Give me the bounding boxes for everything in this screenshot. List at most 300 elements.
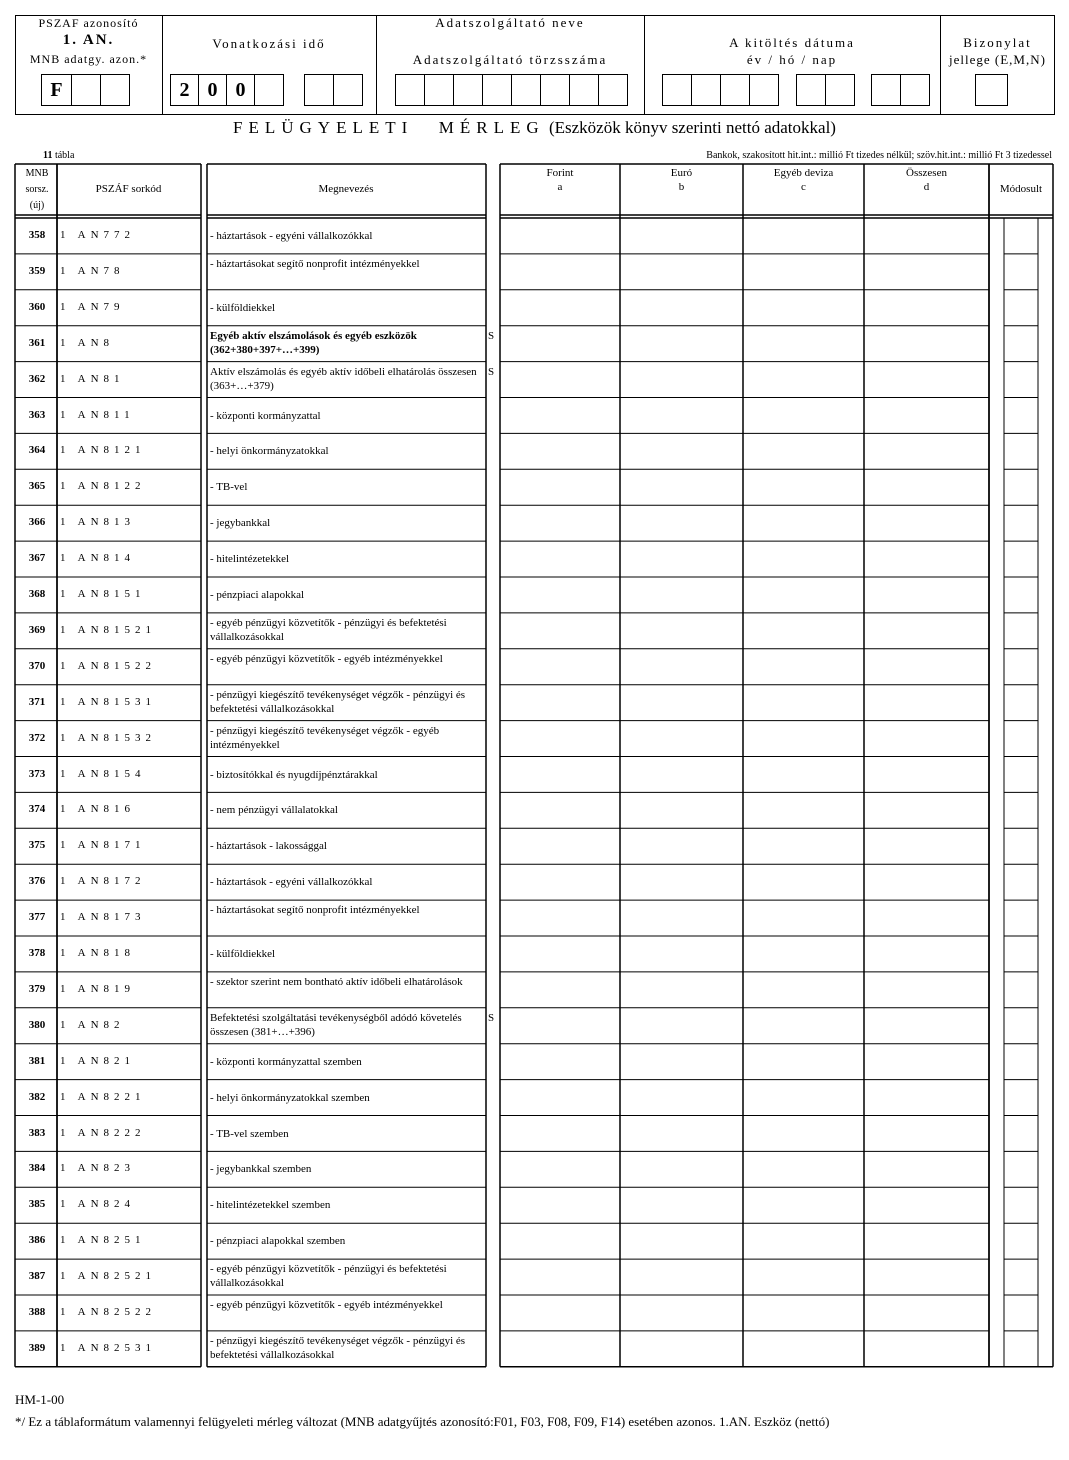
- row-label: - pénzügyi kiegészítő tevékenységet végzők - pénzügyi és befektetési vállalkozásokkal: [210, 688, 466, 715]
- row-code: 1 AN819: [60, 982, 136, 995]
- euro-cell[interactable]: [621, 793, 742, 827]
- euro-cell[interactable]: [621, 650, 742, 684]
- form-id: 1. AN.: [62, 32, 115, 48]
- other-currency-cell[interactable]: [744, 1224, 863, 1258]
- forint-cell[interactable]: [501, 973, 619, 1007]
- row-code: 1 AN8172: [60, 875, 146, 888]
- euro-cell[interactable]: [621, 363, 742, 397]
- row-code: 1 AN8222: [60, 1126, 146, 1139]
- row-label: Egyéb aktív elszámolások és egyéb eszközök (362+380+397+…+399): [210, 329, 417, 356]
- modified-cell[interactable]: [1005, 973, 1037, 1007]
- row-label: - nem pénzügyi vállalatokkal: [210, 804, 338, 817]
- row-number: 375: [28, 839, 46, 852]
- total-cell[interactable]: [865, 758, 988, 792]
- forint-cell[interactable]: [501, 578, 619, 612]
- provider-name-label: Adatszolgáltató neve: [435, 15, 585, 30]
- forint-cell[interactable]: [501, 542, 619, 576]
- euro-cell[interactable]: [621, 973, 742, 1007]
- col-forint-letter: a: [557, 181, 563, 193]
- other-currency-cell[interactable]: [744, 901, 863, 935]
- row-label: - egyéb pénzügyi közvetítők - egyéb intézményekkel: [210, 1299, 443, 1311]
- forint-cell[interactable]: [501, 291, 619, 325]
- forint-cell[interactable]: [501, 901, 619, 935]
- modified-cell[interactable]: [1005, 901, 1037, 935]
- modified-cell[interactable]: [1005, 793, 1037, 827]
- col-euro-header: [620, 166, 743, 194]
- row-label: - hitelintézetekkel: [210, 553, 290, 566]
- col-forint-header: [500, 166, 620, 194]
- total-cell[interactable]: [865, 542, 988, 576]
- row-code: 1 AN81531: [60, 695, 157, 708]
- row-number: 385: [28, 1198, 46, 1211]
- forint-cell[interactable]: [501, 434, 619, 468]
- row-code: 1 AN8: [60, 336, 115, 349]
- row-code: 1 AN772: [60, 229, 136, 241]
- total-cell[interactable]: [865, 829, 988, 863]
- pszaf-label: PSZAF azonosító: [38, 16, 139, 30]
- total-cell[interactable]: [865, 1045, 988, 1079]
- row-code: 1 AN79: [60, 300, 125, 313]
- row-label: - háztartások - egyéni vállalkozókkal: [210, 876, 373, 889]
- euro-cell[interactable]: [621, 1152, 742, 1186]
- other-currency-cell[interactable]: [744, 506, 863, 540]
- forint-cell[interactable]: [501, 1296, 619, 1330]
- title-word: FELÜGYELETI: [233, 118, 414, 137]
- other-currency-cell[interactable]: [744, 219, 863, 253]
- row-code: 1 AN811: [60, 408, 135, 421]
- euro-cell[interactable]: [621, 1296, 742, 1330]
- total-cell[interactable]: [865, 865, 988, 899]
- modified-cell[interactable]: [1005, 399, 1037, 433]
- modified-cell[interactable]: [1005, 1188, 1037, 1222]
- other-currency-cell[interactable]: [744, 829, 863, 863]
- col-total-header: [864, 166, 989, 194]
- forint-cell[interactable]: [501, 1188, 619, 1222]
- row-label: - TB-vel: [210, 481, 248, 494]
- col-other-title: Egyéb deviza: [773, 167, 834, 179]
- euro-cell[interactable]: [621, 506, 742, 540]
- total-cell[interactable]: [865, 291, 988, 325]
- total-cell[interactable]: [865, 470, 988, 504]
- row-number: 380: [28, 1018, 46, 1031]
- total-cell[interactable]: [865, 219, 988, 253]
- modified-cell[interactable]: [1005, 722, 1037, 756]
- modified-cell[interactable]: [1005, 1117, 1037, 1151]
- euro-cell[interactable]: [621, 1117, 742, 1151]
- euro-cell[interactable]: [621, 1260, 742, 1294]
- col-forint-title: Forint: [546, 167, 574, 179]
- row-label: - külföldiekkel: [210, 301, 276, 314]
- euro-cell[interactable]: [621, 470, 742, 504]
- row-code: 1 AN78: [60, 264, 125, 277]
- row-label: - egyéb pénzügyi közvetítők - pénzügyi és befektetési vállalkozásokkal: [210, 616, 447, 643]
- col-mnb-line: (új): [29, 200, 45, 211]
- modified-cell[interactable]: [1005, 829, 1037, 863]
- total-cell[interactable]: [865, 973, 988, 1007]
- other-currency-cell[interactable]: [744, 722, 863, 756]
- modified-cell[interactable]: [1005, 1260, 1037, 1294]
- modified-cell[interactable]: [1005, 506, 1037, 540]
- row-label: - szektor szerint nem bontható aktív időbeli elhatárolások: [210, 975, 463, 988]
- row-number: 360: [28, 300, 46, 313]
- col-mnb-header: [17, 166, 57, 214]
- total-cell[interactable]: [865, 901, 988, 935]
- forint-cell[interactable]: [501, 1081, 619, 1115]
- other-currency-cell[interactable]: [744, 758, 863, 792]
- modified-cell[interactable]: [1005, 686, 1037, 720]
- row-label: - helyi önkormányzatokkal szemben: [210, 1091, 370, 1104]
- other-currency-cell[interactable]: [744, 434, 863, 468]
- row-label: - pénzügyi kiegészítő tevékenységet végzők - egyéb intézményekkel: [210, 724, 440, 751]
- modified-cell[interactable]: [1005, 1045, 1037, 1079]
- forint-cell[interactable]: [501, 255, 619, 289]
- other-currency-cell[interactable]: [744, 1152, 863, 1186]
- modified-cell[interactable]: [1005, 291, 1037, 325]
- other-currency-cell[interactable]: [744, 542, 863, 576]
- euro-cell[interactable]: [621, 1081, 742, 1115]
- col-other-header: [743, 166, 864, 194]
- total-cell[interactable]: [865, 1188, 988, 1222]
- other-currency-cell[interactable]: [744, 1260, 863, 1294]
- forint-cell[interactable]: [501, 399, 619, 433]
- row-number: 362: [28, 372, 46, 385]
- title-word: MÉRLEG: [438, 118, 545, 137]
- doc-type-label: Bizonylat: [963, 35, 1032, 50]
- row-code: 1 AN81521: [60, 623, 157, 636]
- pszaf-id-cell[interactable]: F: [41, 74, 72, 106]
- row-label: - hitelintézetekkel szemben: [210, 1199, 331, 1212]
- other-currency-cell[interactable]: [744, 291, 863, 325]
- row-label: - jegybankkal szemben: [210, 1163, 312, 1176]
- row-code: 1 AN82522: [60, 1306, 157, 1318]
- row-label: - helyi önkormányzatokkal: [210, 445, 329, 458]
- other-currency-cell[interactable]: [744, 1045, 863, 1079]
- doc-type-sub: jellege (E,M,N): [949, 52, 1046, 67]
- euro-cell[interactable]: [621, 1188, 742, 1222]
- col-name-header: Megnevezés: [318, 183, 374, 195]
- row-number: 378: [28, 947, 46, 959]
- modified-cell[interactable]: [1005, 1081, 1037, 1115]
- total-cell[interactable]: [865, 686, 988, 720]
- row-label: - biztosítókkal és nyugdíjpénztárakkal: [210, 768, 378, 781]
- row-number: 363: [28, 408, 46, 421]
- row-number: 364: [28, 444, 46, 457]
- other-currency-cell[interactable]: [744, 255, 863, 289]
- row-code: 1 AN8171: [60, 839, 146, 852]
- row-code: 1 AN8151: [60, 588, 146, 600]
- col-total-title: Összesen: [906, 167, 947, 179]
- row-label: - háztartásokat segítő nonprofit intézményekkel: [210, 904, 420, 917]
- modified-cell[interactable]: [1005, 578, 1037, 612]
- row-number: 372: [28, 731, 46, 744]
- euro-cell[interactable]: [621, 542, 742, 576]
- other-currency-cell[interactable]: [744, 470, 863, 504]
- sum-flag: S: [488, 1011, 495, 1024]
- col-pszaf-header: PSZÁF sorkód: [95, 183, 162, 195]
- col-euro-title: Euró: [670, 167, 693, 179]
- ref-time-label: Vonatkozási idő: [212, 36, 326, 51]
- row-code: 1 AN816: [60, 803, 136, 816]
- modified-cell[interactable]: [1005, 1332, 1037, 1366]
- euro-cell[interactable]: [621, 327, 742, 361]
- row-label: Aktív elszámolás és egyéb aktív időbeli elhatárolás összesen (363+…+379): [210, 365, 477, 392]
- modified-cell[interactable]: [1005, 255, 1037, 289]
- modified-cell[interactable]: [1005, 542, 1037, 576]
- row-code: 1 AN81532: [60, 731, 157, 744]
- euro-cell[interactable]: [621, 758, 742, 792]
- row-code: 1 AN824: [60, 1198, 136, 1211]
- modified-cell[interactable]: [1005, 470, 1037, 504]
- total-cell[interactable]: [865, 937, 988, 971]
- other-currency-cell[interactable]: [744, 865, 863, 899]
- row-code: 1 AN8251: [60, 1234, 146, 1247]
- row-number: 377: [28, 911, 46, 924]
- other-currency-cell[interactable]: [744, 937, 863, 971]
- row-code: 1 AN8173: [60, 911, 146, 924]
- euro-cell[interactable]: [621, 1332, 742, 1366]
- row-label: - háztartások - egyéni vállalkozókkal: [210, 230, 373, 242]
- modified-cell[interactable]: [1005, 1224, 1037, 1258]
- total-cell[interactable]: [865, 1152, 988, 1186]
- forint-cell[interactable]: [501, 650, 619, 684]
- row-code: 1 AN823: [60, 1162, 136, 1175]
- row-number: 371: [28, 695, 46, 708]
- row-label: - központi kormányzattal: [210, 409, 321, 422]
- other-currency-cell[interactable]: [744, 363, 863, 397]
- modified-cell[interactable]: [1005, 758, 1037, 792]
- row-number: 361: [28, 336, 46, 349]
- col-other-letter: c: [801, 181, 806, 193]
- row-number: 370: [28, 659, 46, 672]
- provider-reg-label: Adatszolgáltató törzsszáma: [412, 52, 608, 67]
- total-cell[interactable]: [865, 1296, 988, 1330]
- euro-cell[interactable]: [621, 614, 742, 648]
- row-code: 1 AN821: [60, 1054, 136, 1067]
- units-note: Bankok, szakosított hit.int.: millió Ft tizedes nélkül; szöv.hit.int.: millió Ft 3 tizedessel: [706, 150, 1052, 161]
- row-code: 1 AN82: [60, 1018, 125, 1031]
- forint-cell[interactable]: [501, 506, 619, 540]
- other-currency-cell[interactable]: [744, 399, 863, 433]
- row-code: 1 AN8154: [60, 767, 146, 780]
- forint-cell[interactable]: [501, 1260, 619, 1294]
- row-number: 365: [28, 480, 46, 493]
- other-currency-cell[interactable]: [744, 1117, 863, 1151]
- row-code: 1 AN818: [60, 947, 136, 959]
- forint-cell[interactable]: [501, 1152, 619, 1186]
- row-label: - háztartásokat segítő nonprofit intézményekkel: [210, 257, 420, 270]
- total-cell[interactable]: [865, 399, 988, 433]
- euro-cell[interactable]: [621, 722, 742, 756]
- forint-cell[interactable]: [501, 1117, 619, 1151]
- row-number: 359: [28, 264, 46, 277]
- euro-cell[interactable]: [621, 291, 742, 325]
- table-label: tábla: [54, 150, 75, 161]
- euro-cell[interactable]: [621, 578, 742, 612]
- total-cell[interactable]: [865, 793, 988, 827]
- forint-cell[interactable]: [501, 470, 619, 504]
- row-label: - központi kormányzattal szemben: [210, 1055, 362, 1068]
- row-number: 369: [28, 623, 46, 636]
- forint-cell[interactable]: [501, 327, 619, 361]
- total-cell[interactable]: [865, 255, 988, 289]
- total-cell[interactable]: [865, 614, 988, 648]
- row-number: 382: [28, 1090, 46, 1103]
- total-cell[interactable]: [865, 650, 988, 684]
- footer-note: */ Ez a táblaformátum valamennyi felügyeleti mérleg változat (MNB adatgyűjtés azonosító:F01, F03, F08, F09, F14) esetében azonos. 1.AN. Eszköz (nettó): [15, 1414, 830, 1429]
- row-label: - egyéb pénzügyi közvetítők - egyéb intézményekkel: [210, 652, 443, 665]
- forint-cell[interactable]: [501, 219, 619, 253]
- row-code: 1 AN8221: [60, 1090, 146, 1103]
- row-label: - egyéb pénzügyi közvetítők - pénzügyi és befektetési vállalkozásokkal: [210, 1263, 447, 1290]
- modified-cell[interactable]: [1005, 1009, 1037, 1043]
- row-label: - pénzpiaci alapokkal szemben: [210, 1235, 346, 1248]
- row-label: - TB-vel szemben: [210, 1127, 289, 1140]
- row-code: 1 AN8121: [60, 444, 146, 457]
- row-label: Befektetési szolgáltatási tevékenységből adódó követelés összesen (381+…+396): [210, 1011, 462, 1038]
- row-number: 368: [28, 588, 46, 600]
- col-euro-letter: b: [678, 181, 685, 193]
- euro-cell[interactable]: [621, 937, 742, 971]
- fill-date-sub: év / hó / nap: [746, 52, 838, 67]
- ref-time-cell[interactable]: 0: [198, 74, 227, 106]
- row-label: - jegybankkal: [210, 517, 271, 530]
- forint-cell[interactable]: [501, 686, 619, 720]
- title-subtitle: (Eszközök könyv szerinti nettó adatokkal): [548, 118, 836, 137]
- forint-cell[interactable]: [501, 614, 619, 648]
- total-cell[interactable]: [865, 1081, 988, 1115]
- other-currency-cell[interactable]: [744, 327, 863, 361]
- euro-cell[interactable]: [621, 219, 742, 253]
- total-cell[interactable]: [865, 434, 988, 468]
- forint-cell[interactable]: [501, 363, 619, 397]
- other-currency-cell[interactable]: [744, 1332, 863, 1366]
- row-label: - külföldiekkel: [210, 948, 276, 960]
- row-number: 366: [28, 516, 46, 529]
- other-currency-cell[interactable]: [744, 1009, 863, 1043]
- row-number: 381: [28, 1054, 46, 1067]
- euro-cell[interactable]: [621, 865, 742, 899]
- forint-cell[interactable]: [501, 1009, 619, 1043]
- total-cell[interactable]: [865, 363, 988, 397]
- sum-flag: S: [488, 329, 495, 342]
- modified-cell[interactable]: [1005, 363, 1037, 397]
- euro-cell[interactable]: [621, 1224, 742, 1258]
- row-label: - pénzpiaci alapokkal: [210, 589, 305, 601]
- forint-cell[interactable]: [501, 1332, 619, 1366]
- modified-cell[interactable]: [1005, 434, 1037, 468]
- modified-cell[interactable]: [1005, 1296, 1037, 1330]
- total-cell[interactable]: [865, 1260, 988, 1294]
- forint-cell[interactable]: [501, 793, 619, 827]
- other-currency-cell[interactable]: [744, 973, 863, 1007]
- euro-cell[interactable]: [621, 1009, 742, 1043]
- fill-date-label: A kitöltés dátuma: [729, 35, 855, 50]
- table-no: 11: [43, 150, 53, 161]
- total-cell[interactable]: [865, 722, 988, 756]
- other-currency-cell[interactable]: [744, 650, 863, 684]
- total-cell[interactable]: [865, 506, 988, 540]
- total-cell[interactable]: [865, 1117, 988, 1151]
- forint-cell[interactable]: [501, 1045, 619, 1079]
- modified-cell[interactable]: [1005, 327, 1037, 361]
- euro-cell[interactable]: [621, 434, 742, 468]
- forint-cell[interactable]: [501, 758, 619, 792]
- row-label: - háztartások - lakossággal: [210, 840, 327, 853]
- euro-cell[interactable]: [621, 399, 742, 433]
- row-number: 384: [28, 1162, 46, 1175]
- sum-flag: S: [488, 365, 495, 378]
- row-number: 386: [28, 1234, 46, 1247]
- forint-cell[interactable]: [501, 865, 619, 899]
- row-number: 374: [28, 803, 46, 816]
- row-code: 1 AN82521: [60, 1270, 157, 1283]
- other-currency-cell[interactable]: [744, 1081, 863, 1115]
- row-code: 1 AN814: [60, 552, 136, 565]
- modified-cell[interactable]: [1005, 614, 1037, 648]
- footer-code: HM-1-00: [15, 1392, 65, 1407]
- total-cell[interactable]: [865, 1224, 988, 1258]
- modified-cell[interactable]: [1005, 219, 1037, 253]
- ref-time-cell[interactable]: 2: [170, 74, 199, 106]
- total-cell[interactable]: [865, 327, 988, 361]
- mnb-label: MNB adatgy. azon.*: [29, 52, 148, 66]
- row-label: - pénzügyi kiegészítő tevékenységet végzők - pénzügyi és befektetési vállalkozásokkal: [210, 1334, 466, 1361]
- col-total-letter: d: [923, 181, 930, 193]
- row-code: 1 AN813: [60, 516, 136, 529]
- modified-cell[interactable]: [1005, 650, 1037, 684]
- row-number: 387: [28, 1270, 46, 1283]
- other-currency-cell[interactable]: [744, 614, 863, 648]
- total-cell[interactable]: [865, 1332, 988, 1366]
- other-currency-cell[interactable]: [744, 1188, 863, 1222]
- euro-cell[interactable]: [621, 686, 742, 720]
- row-number: 376: [28, 875, 46, 888]
- row-number: 389: [28, 1341, 46, 1354]
- row-number: 379: [28, 982, 46, 995]
- row-number: 388: [28, 1306, 46, 1318]
- euro-cell[interactable]: [621, 1045, 742, 1079]
- row-code: 1 AN81: [60, 372, 125, 385]
- row-code: 1 AN81522: [60, 659, 157, 672]
- euro-cell[interactable]: [621, 255, 742, 289]
- other-currency-cell[interactable]: [744, 578, 863, 612]
- row-number: 367: [28, 552, 46, 565]
- ref-time-cell[interactable]: 0: [226, 74, 255, 106]
- row-code: 1 AN8122: [60, 480, 146, 493]
- forint-cell[interactable]: [501, 1224, 619, 1258]
- euro-cell[interactable]: [621, 829, 742, 863]
- other-currency-cell[interactable]: [744, 793, 863, 827]
- other-currency-cell[interactable]: [744, 1296, 863, 1330]
- modified-cell[interactable]: [1005, 865, 1037, 899]
- row-number: 373: [28, 767, 46, 780]
- modified-cell[interactable]: [1005, 937, 1037, 971]
- col-mnb-line: sorsz.: [25, 184, 49, 195]
- row-number: 358: [28, 229, 46, 241]
- col-mnb-line: MNB: [25, 168, 49, 179]
- other-currency-cell[interactable]: [744, 686, 863, 720]
- total-cell[interactable]: [865, 578, 988, 612]
- forint-cell[interactable]: [501, 937, 619, 971]
- modified-cell[interactable]: [1005, 1152, 1037, 1186]
- col-modified-header: Módosult: [999, 183, 1043, 195]
- row-number: 383: [28, 1126, 46, 1139]
- euro-cell[interactable]: [621, 901, 742, 935]
- forint-cell[interactable]: [501, 829, 619, 863]
- total-cell[interactable]: [865, 1009, 988, 1043]
- row-code: 1 AN82531: [60, 1341, 157, 1354]
- forint-cell[interactable]: [501, 722, 619, 756]
